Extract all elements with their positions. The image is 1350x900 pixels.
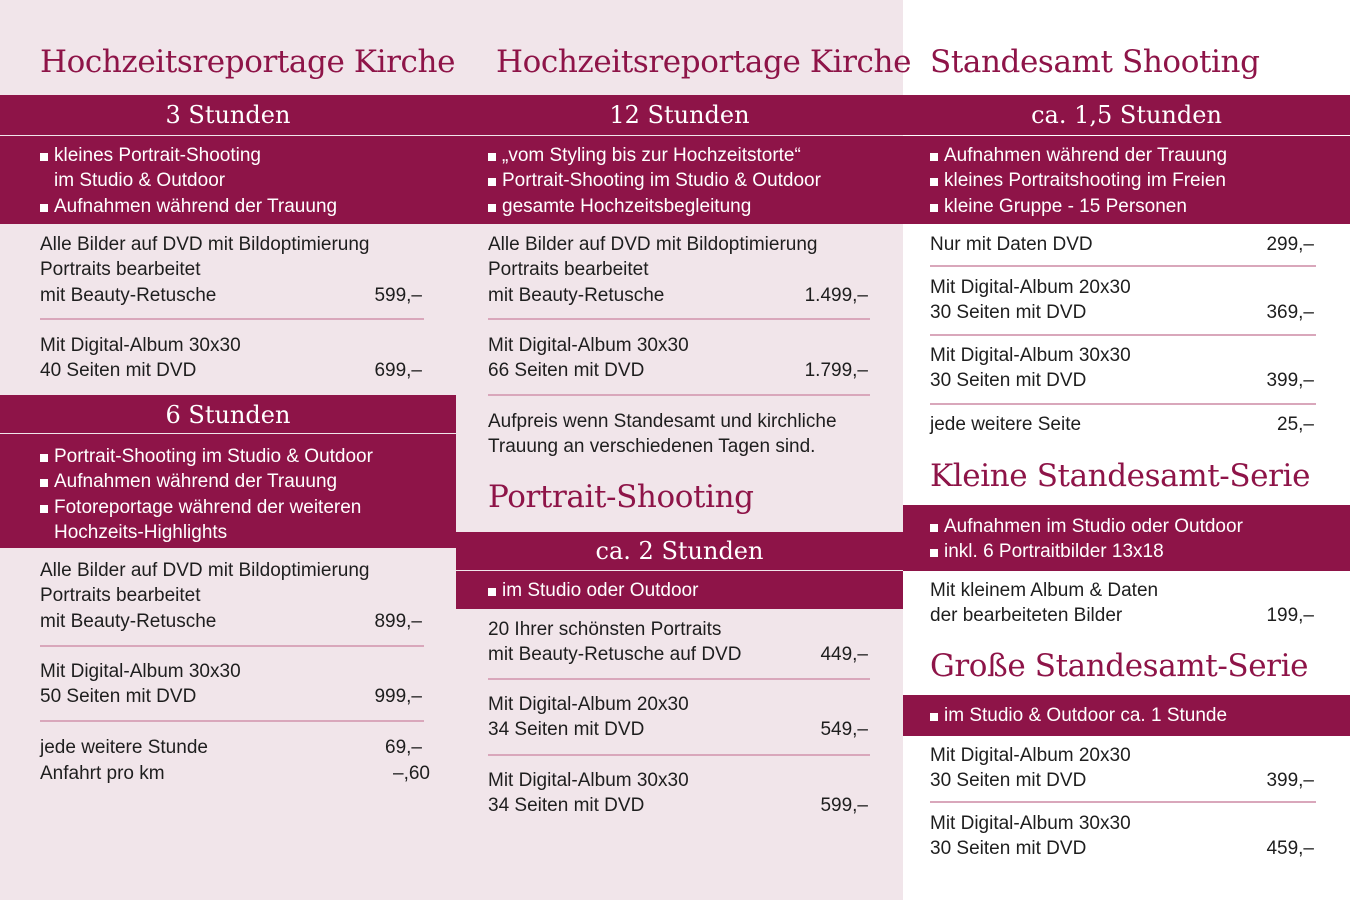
price-line: Mit Digital-Album 20x30 xyxy=(930,745,1131,766)
list-item-continuation: im Studio & Outdoor xyxy=(54,170,226,192)
price-amount: 399,– xyxy=(1266,770,1314,792)
price-item xyxy=(40,659,422,710)
price-line: Alle Bilder auf DVD mit Bildoptimierung xyxy=(488,234,818,255)
price-amount: 1.799,– xyxy=(804,360,868,382)
divider xyxy=(930,403,1316,405)
price-line: Mit Digital-Album 30x30 xyxy=(488,770,689,791)
price-item xyxy=(930,578,1314,629)
price-amount: 399,– xyxy=(1266,370,1314,392)
price-item xyxy=(488,232,868,308)
price-line: mit Beauty-Retusche xyxy=(488,284,665,306)
note-line: Trauung an verschiedenen Tagen sind. xyxy=(488,436,816,458)
col3-s2-bullets xyxy=(930,514,1243,565)
price-item xyxy=(930,343,1314,394)
price-amount: 599,– xyxy=(374,284,422,306)
divider xyxy=(488,754,870,756)
price-line: mit Beauty-Retusche xyxy=(40,610,217,632)
price-line: Mit Digital-Album 20x30 xyxy=(488,694,689,715)
price-item xyxy=(930,232,1314,257)
col1-s1-header: 3 Stunden xyxy=(165,101,291,129)
col1-s2-bullets xyxy=(40,444,373,546)
list-item: im Studio & Outdoor ca. 1 Stunde xyxy=(930,703,1227,728)
col2-s2-title: Portrait-Shooting xyxy=(488,479,754,515)
price-line: 34 Seiten mit DVD xyxy=(488,719,645,741)
price-amount: 549,– xyxy=(820,719,868,741)
price-line: 30 Seiten mit DVD xyxy=(930,370,1087,392)
divider xyxy=(930,801,1316,803)
list-item: kleines Portrait-Shooting xyxy=(40,143,337,168)
price-amount: 369,– xyxy=(1266,302,1314,324)
col3-title: Standesamt Shooting xyxy=(930,44,1260,80)
col3-s2-title: Kleine Standesamt-Serie xyxy=(930,458,1311,494)
divider xyxy=(40,645,424,647)
price-line: 40 Seiten mit DVD xyxy=(40,360,197,382)
price-line: Portraits bearbeitet xyxy=(40,259,201,281)
divider xyxy=(930,334,1316,336)
price-amount: 599,– xyxy=(820,795,868,817)
price-amount: 1.499,– xyxy=(804,284,868,306)
divider xyxy=(488,394,870,396)
price-line: 30 Seiten mit DVD xyxy=(930,838,1087,860)
price-item xyxy=(488,692,868,743)
list-item: Aufnahmen im Studio oder Outdoor xyxy=(930,514,1243,539)
list-item: „vom Styling bis zur Hochzeitstorte“ xyxy=(488,143,821,168)
divider xyxy=(930,265,1316,267)
price-amount: 999,– xyxy=(374,686,422,708)
price-item xyxy=(488,617,868,668)
price-line: Mit Digital-Album 30x30 xyxy=(930,813,1131,834)
price-line: der bearbeiteten Bilder xyxy=(930,605,1123,627)
price-line: Alle Bilder auf DVD mit Bildoptimierung xyxy=(40,234,370,255)
col1-s2-header: 6 Stunden xyxy=(0,395,456,433)
price-line: Portraits bearbeitet xyxy=(40,585,201,607)
col1-title: Hochzeitsreportage Kirche xyxy=(40,44,456,80)
price-item xyxy=(930,412,1314,437)
col2-title: Hochzeitsreportage Kirche xyxy=(496,44,912,80)
price-line: Alle Bilder auf DVD mit Bildoptimierung xyxy=(40,560,370,581)
list-item: Aufnahmen während der Trauung xyxy=(40,469,373,494)
price-item xyxy=(930,743,1314,794)
price-item xyxy=(40,232,422,308)
col1-s1-bullets xyxy=(40,143,337,219)
price-item xyxy=(40,333,422,384)
price-item xyxy=(930,275,1314,326)
price-item xyxy=(488,768,868,819)
price-line: 30 Seiten mit DVD xyxy=(930,770,1087,792)
price-line: jede weitere Seite xyxy=(930,414,1082,435)
list-item: Fotoreportage während der weiteren xyxy=(40,495,373,520)
price-line: Mit Digital-Album 30x30 xyxy=(40,661,241,682)
price-line: Mit Digital-Album 30x30 xyxy=(40,335,241,356)
price-line: Mit Digital-Album 30x30 xyxy=(930,345,1131,366)
col3-s3-title: Große Standesamt-Serie xyxy=(930,648,1309,684)
col2-s2-bullets xyxy=(488,578,698,603)
price-amount: –,60 xyxy=(393,763,430,784)
price-item xyxy=(488,333,868,384)
list-item: Aufnahmen während der Trauung xyxy=(930,143,1227,168)
list-item: Portrait-Shooting im Studio & Outdoor xyxy=(40,444,373,469)
price-line: 20 Ihrer schönsten Portraits xyxy=(488,619,722,640)
price-amount: 199,– xyxy=(1266,605,1314,627)
divider xyxy=(40,318,424,320)
price-line: Mit Digital-Album 20x30 xyxy=(930,277,1131,298)
list-item: inkl. 6 Portraitbilder 13x18 xyxy=(930,539,1243,564)
price-line: mit Beauty-Retusche auf DVD xyxy=(488,644,742,666)
price-line: Portraits bearbeitet xyxy=(488,259,649,281)
price-amount: 69,– xyxy=(385,737,422,758)
price-amount: 449,– xyxy=(820,644,868,666)
col3-s3-bullets xyxy=(930,703,1227,728)
list-item: Portrait-Shooting im Studio & Outdoor xyxy=(488,168,821,193)
price-item xyxy=(40,735,422,760)
price-line: Mit kleinem Album & Daten xyxy=(930,580,1159,601)
col2-s2-header: ca. 2 Stunden xyxy=(456,532,903,570)
price-line: 34 Seiten mit DVD xyxy=(488,795,645,817)
price-line: Anfahrt pro km xyxy=(40,763,165,784)
price-item xyxy=(40,761,430,786)
price-line: 30 Seiten mit DVD xyxy=(930,302,1087,324)
note-line: Aufpreis wenn Standesamt und kirchliche xyxy=(488,411,837,432)
price-amount: 899,– xyxy=(374,610,422,632)
list-item: kleines Portraitshooting im Freien xyxy=(930,168,1227,193)
divider xyxy=(40,720,424,722)
price-item xyxy=(930,811,1314,862)
price-amount: 459,– xyxy=(1266,838,1314,860)
price-amount: 25,– xyxy=(1277,414,1314,435)
price-line: 66 Seiten mit DVD xyxy=(488,360,645,382)
surcharge-note xyxy=(488,409,837,460)
price-line: Nur mit Daten DVD xyxy=(930,234,1093,255)
list-item-continuation: Hochzeits-Highlights xyxy=(54,522,228,544)
list-item: gesamte Hochzeitsbegleitung xyxy=(488,194,821,219)
col3-s1-header: ca. 1,5 Stunden xyxy=(903,95,1350,135)
col3-s1-bullets xyxy=(930,143,1227,219)
price-line: Mit Digital-Album 30x30 xyxy=(488,335,689,356)
col2-s1-header: 12 Stunden xyxy=(609,101,750,129)
list-item: im Studio oder Outdoor xyxy=(488,578,698,603)
price-amount: 299,– xyxy=(1266,234,1314,255)
price-line: 50 Seiten mit DVD xyxy=(40,686,197,708)
price-line: mit Beauty-Retusche xyxy=(40,284,217,306)
list-item: Aufnahmen während der Trauung xyxy=(40,194,337,219)
list-item: kleine Gruppe - 15 Personen xyxy=(930,194,1227,219)
price-amount: 699,– xyxy=(374,360,422,382)
divider xyxy=(488,318,870,320)
price-line: jede weitere Stunde xyxy=(40,737,208,758)
price-item xyxy=(40,558,422,634)
col2-s1-bullets xyxy=(488,143,821,219)
divider xyxy=(488,678,870,680)
